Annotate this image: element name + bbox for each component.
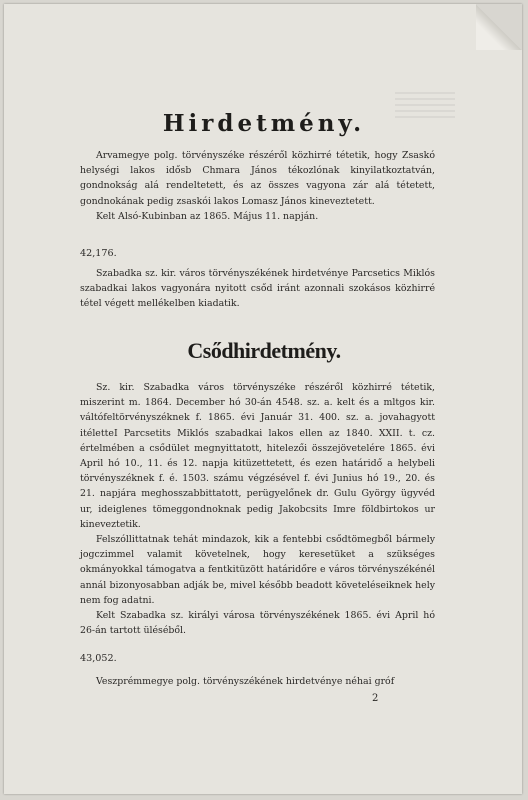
- notice1-body: Arvamegye polg. törvényszéke részéről közhirré tétetik, hogy Zsaskó helységi lakos idősb Chmara János tékozlónak kinyilatkoztatván, gondnokság alá rendeltetett, és az összes vagyona zár alá tétetett, gondnokának pedig zsaskói lakos Lomasz János kineveztetett.: [80, 150, 435, 207]
- notice2-body2: Felszóllittatnak tehát mindazok, kik a fentebbi csődtömegből bármely jogczimmel valamit követelnek, hogy keresetüket a szükséges okmányokkal támogatva a fentkitüzött határidőre e város törvényszékénél annál bizonyosabban adják be, mivel később beadott követeléseiknek hely nem fog adatni.: [80, 534, 435, 606]
- notice2-date: Kelt Szabadka sz. királyi városa törvényszékének 1865. évi April hó 26-án tartott üléséből.: [80, 610, 435, 637]
- notice2-number: 42,176.: [80, 248, 117, 259]
- page-number: 2: [372, 693, 379, 704]
- notice1-text: [80, 148, 435, 224]
- notice2-intro: Szabadka sz. kir. város törvényszékének hirdetvénye Parcsetics Miklós szabadkai lakos vagyonára nyitott csőd iránt azonnali szokásos közhirré tétel végett mellékelben kiadatik.: [80, 268, 435, 310]
- notice3-intro: Veszprémmegye polg. törvényszékének hirdetvénye néhai gróf: [96, 676, 395, 687]
- notice-title-csodhirdetmeny: Csődhirdetmény.: [187, 338, 341, 363]
- notice2-text: [80, 380, 435, 638]
- notice-title-hirdetmeny: Hirdetmény.: [162, 110, 366, 137]
- notice2-intro-block: [80, 266, 435, 312]
- notice2-body1: Sz. kir. Szabadka város törvényszéke részéről közhirré tétetik, miszerint m. 1864. December hó 30-án 4548. sz. a. kelt és a mltgos kir. váltófeltörvényszéknek f. 1865. évi Január 31. 400. sz. a. jovahagyott itéletteI Parcsetits Miklós szabadkai lakos ellen az 1840. XXII. t. cz. értelmében a csődület megnyittatott, hitelezői összejövetelére 1865. évi April hó 10., 11. és 12. napja kitüzettetett, és ezen határidő a helybeli törvényszéknek f. é. 1503. számu végzésével f. évi Junius hó 19., 20. és 21. napjára meghosszabbittatott, perügyelőnek dr. Gulu György ügyvéd ur, ideiglenes tömeggondnoknak pedig Jakobcsits Imre földbirtokos ur kineveztetik.: [80, 382, 435, 530]
- notice3-intro-block: [80, 674, 435, 689]
- folded-corner: [476, 4, 522, 50]
- notice1-date: Kelt Alsó-Kubinban az 1865. Május 11. napján.: [96, 210, 319, 222]
- notice3-number: 43,052.: [80, 653, 117, 664]
